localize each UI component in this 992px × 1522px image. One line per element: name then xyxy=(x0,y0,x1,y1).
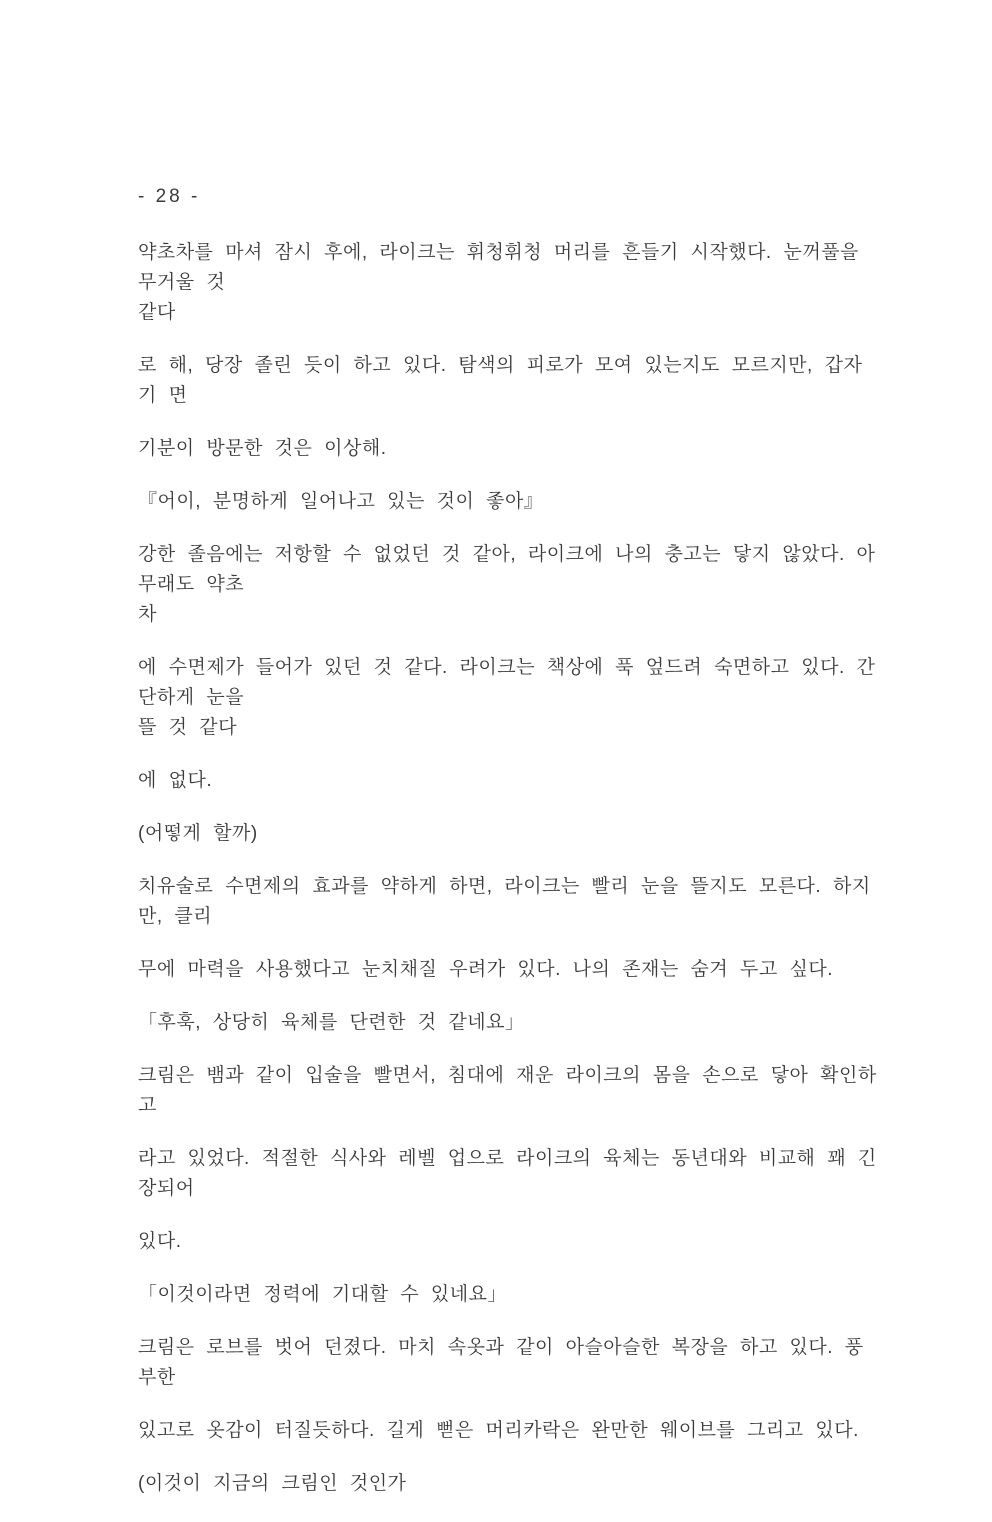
paragraph xyxy=(138,1061,878,1121)
text-line: 에 없다. xyxy=(138,770,213,791)
paragraph xyxy=(138,1280,878,1310)
text-line: 「이것이라면 정력에 기대할 수 있네요」 xyxy=(138,1284,507,1305)
text-line: (어떻게 할까) xyxy=(138,823,258,844)
paragraph xyxy=(138,434,878,464)
paragraph xyxy=(138,487,878,517)
text-line: 약초차를 마셔 잠시 후에, 라이크는 휘청휘청 머리를 흔들기 시작했다. 눈꺼풀을 무거울 것 xyxy=(138,242,859,293)
text-line: 무에 마력을 사용했다고 눈치채질 우려가 있다. 나의 존재는 숨겨 두고 싶다. xyxy=(138,959,833,980)
text-line: 『어이, 분명하게 일어나고 있는 것이 좋아』 xyxy=(138,491,544,512)
paragraph xyxy=(138,238,878,328)
text-line: 강한 졸음에는 저항할 수 없었던 것 같아, 라이크에 나의 충고는 닿지 않았다. 아무래도 약초 xyxy=(138,544,876,595)
text-line: 기분이 방문한 것은 이상해. xyxy=(138,438,387,459)
paragraph xyxy=(138,819,878,849)
text-line: 치유술로 수면제의 효과를 약하게 하면, 라이크는 빨리 눈을 뜰지도 모른다. 하지만, 클리 xyxy=(138,876,871,927)
paragraph xyxy=(138,540,878,630)
text-line: 로 해, 당장 졸린 듯이 하고 있다. 탐색의 피로가 모여 있는지도 모르지만, 갑자기 면 xyxy=(138,355,863,406)
text-line: 있고로 옷감이 터질듯하다. 길게 뻗은 머리카락은 완만한 웨이브를 그리고 있다. xyxy=(138,1420,859,1441)
paragraph xyxy=(138,1144,878,1204)
text-line: 크림은 로브를 벗어 던졌다. 마치 속옷과 같이 아슬아슬한 복장을 하고 있다. 풍부한 xyxy=(138,1337,864,1388)
paragraph xyxy=(138,766,878,796)
paragraph xyxy=(138,653,878,743)
text-line: 차 xyxy=(138,604,157,625)
text-line: 「후훅, 상당히 육체를 단련한 것 같네요」 xyxy=(138,1012,525,1033)
paragraph xyxy=(138,1008,878,1038)
text-line: 같다 xyxy=(138,302,176,323)
text-line: 라고 있었다. 적절한 식사와 레벨 업으로 라이크의 육체는 동년대와 비교해 꽤 긴장되어 xyxy=(138,1148,877,1199)
text-line: 크림은 뱀과 같이 입술을 빨면서, 침대에 재운 라이크의 몸을 손으로 닿아 확인하고 xyxy=(138,1065,877,1116)
paragraph xyxy=(138,1333,878,1393)
text-line: (이것이 지금의 크림인 것인가 xyxy=(138,1473,407,1494)
paragraph xyxy=(138,351,878,411)
text-line: 뜰 것 같다 xyxy=(138,717,237,738)
paragraph xyxy=(138,1416,878,1446)
paragraph xyxy=(138,872,878,932)
paragraph xyxy=(138,1469,878,1499)
paragraph xyxy=(138,955,878,985)
text-line: 에 수면제가 들어가 있던 것 같다. 라이크는 책상에 푹 엎드려 숙면하고 있다. 간단하게 눈을 xyxy=(138,657,876,708)
page-content xyxy=(138,238,878,1522)
page-number: - 28 - xyxy=(138,186,201,207)
text-line: 있다. xyxy=(138,1231,182,1252)
paragraph xyxy=(138,1227,878,1257)
